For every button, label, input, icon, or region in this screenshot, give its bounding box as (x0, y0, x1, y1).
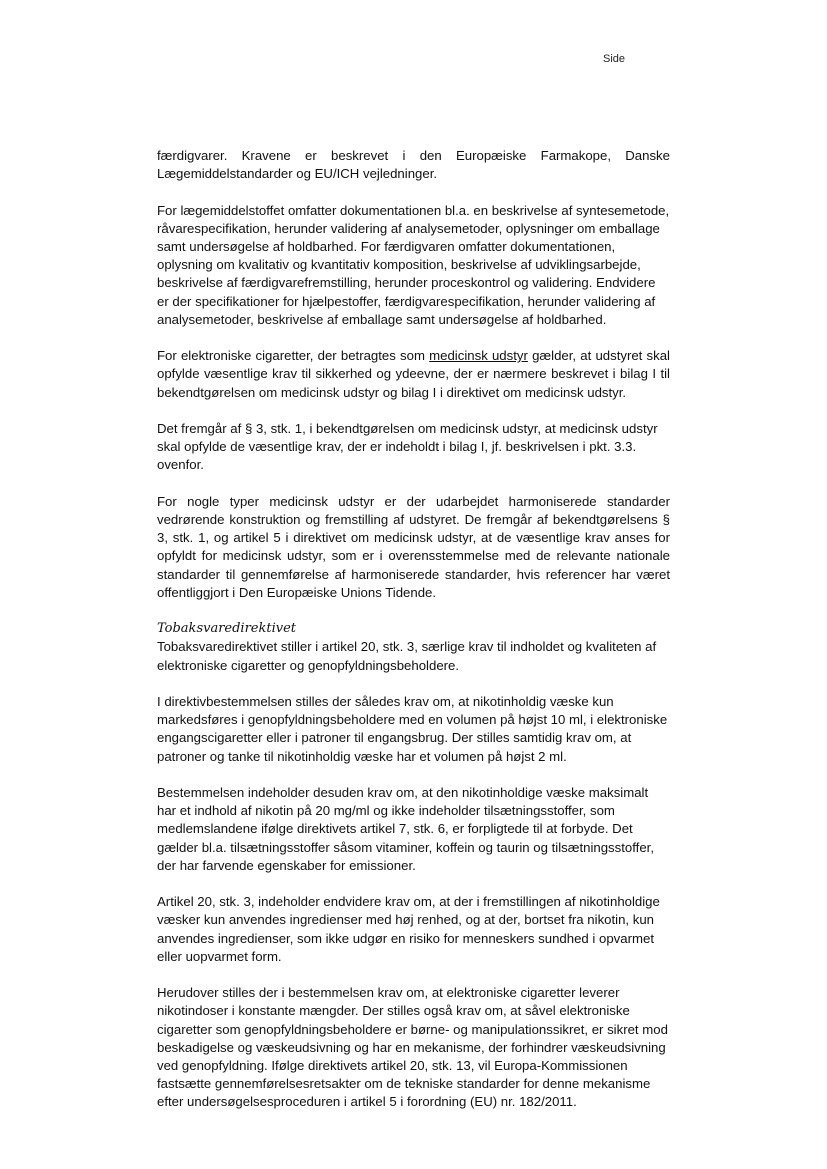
paragraph-4: Det fremgår af § 3, stk. 1, i bekendtgørelsen om medicinsk udstyr, at medicinsk udstyr skal opfylde de væsentlige krav, der er indeholdt i bilag I, jf. beskrivelsen i pkt. 3.3. ovenfor. (157, 421, 658, 473)
paragraph-3-end: gælder, at udstyret skal opfylde væsentlige krav til sikkerhed og ydeevne, der er nærmere beskrevet i bilag I til bekendtgørelsen om medicinsk udstyr og bilag I i direktivet om medicinsk udstyr. (157, 348, 670, 400)
paragraph-8: Bestemmelsen indeholder desuden krav om, at den nikotinholdige væske maksimalt har et indhold af nikotin på 20 mg/ml og ikke indeholder tilsætningsstoffer, som medlemslandene ifølge direktivets artikel 7, stk. 6, er forpligtede til at forbyde. Det gælder bl.a. tilsætningsstoffer såsom vitaminer, koffein og taurin og tilsætningsstoffer, der har farvende egenskaber for emissioner. (157, 785, 654, 873)
medicinsk-udstyr-link[interactable]: medicinsk udstyr (429, 348, 528, 364)
paragraph-10: Herudover stilles der i bestemmelsen krav om, at elektroniske cigaretter leverer nikotindoser i konstante mængder. Der stilles også krav om, at såvel elektroniske cigaretter som genopfyldningsbeholdere er børne- og manipulationssikret, er sikret mod beskadigelse og væskeudsivning og har en mekanisme, der forhindrer væskeudsivning ved genopfyldning. Ifølge direktivets artikel 20, stk. 13, vil Europa-Kommissionen fastsætte gennemførelsesretsakter om de tekniske standarder for denne mekanisme efter undersøgelsesproceduren i artikel 5 i forordning (EU) nr. 182/2011. (157, 985, 668, 1110)
paragraph-6: Tobaksvaredirektivet stiller i artikel 20, stk. 3, særlige krav til indholdet og kvaliteten af elektroniske cigaretter og genopfyldningsbeholdere. (157, 639, 657, 673)
paragraph-7: I direktivbestemmelsen stilles der således krav om, at nikotinholdig væske kun markedsføres i genopfyldningsbeholdere med en volumen på højst 10 ml, i elektroniske engangscigaretter eller i patroner til engangsbrug. Der stilles samtidig krav om, at patroner og tanke til nikotinholdig væske har et volumen på højst 2 ml. (157, 694, 668, 764)
paragraph-9: Artikel 20, stk. 3, indeholder endvidere krav om, at der i fremstillingen af nikotinholdige væsker kun anvendes ingredienser med høj renhed, og at der, bortset fra nikotin, kun anvendes ingredienser, som ikke udgør en risiko for menneskers sundhed i opvarmet eller uopvarmet form. (157, 894, 660, 964)
section-heading: Tobaksvaredirektivet (157, 621, 297, 637)
paragraph-2: For lægemiddelstoffet omfatter dokumentationen bl.a. en beskrivelse af syntesemetode, råvarespecifikation, herunder validering af analysemetoder, oplysninger om emballage samt undersøgelse af holdbarhed. For færdigvaren omfatter dokumentationen, oplysning om kvalitativ og kvantitativ komposition, beskrivelse af udviklingsarbejde, beskrivelse af færdigvarefremstilling, herunder proceskontrol og validering. Endvidere er der specifikationer for hjælpestoffer, færdigvarespecifikation, herunder validering af analysemetoder, beskrivelse af emballage samt undersøgelse af holdbarhed. (157, 202, 670, 327)
page-header-label: Side (603, 53, 626, 65)
paragraph-3 (157, 347, 670, 402)
paragraph-3-start: For elektroniske cigaretter, der betragtes som (157, 348, 430, 364)
paragraph-5: For nogle typer medicinsk udstyr er der udarbejdet harmoniserede standarder vedrørende konstruktion og fremstilling af udstyret. De fremgår af bekendtgørelsens § 3, stk. 1, og artikel 5 i direktivet om medicinsk udstyr, at de væsentlige krav anses for opfyldt for medicinsk udstyr, som er i overensstemmelse med de relevante nationale standarder til gennemførelse af harmoniserede standarder, hvis referencer har været offentliggjort i Den Europæiske Unions Tidende. (157, 493, 670, 600)
paragraph-1: færdigvarer. Kravene er beskrevet i den Europæiske Farmakope, Danske Lægemiddelstandarder og EU/ICH vejledninger. (157, 148, 670, 182)
document-body (157, 147, 670, 1112)
